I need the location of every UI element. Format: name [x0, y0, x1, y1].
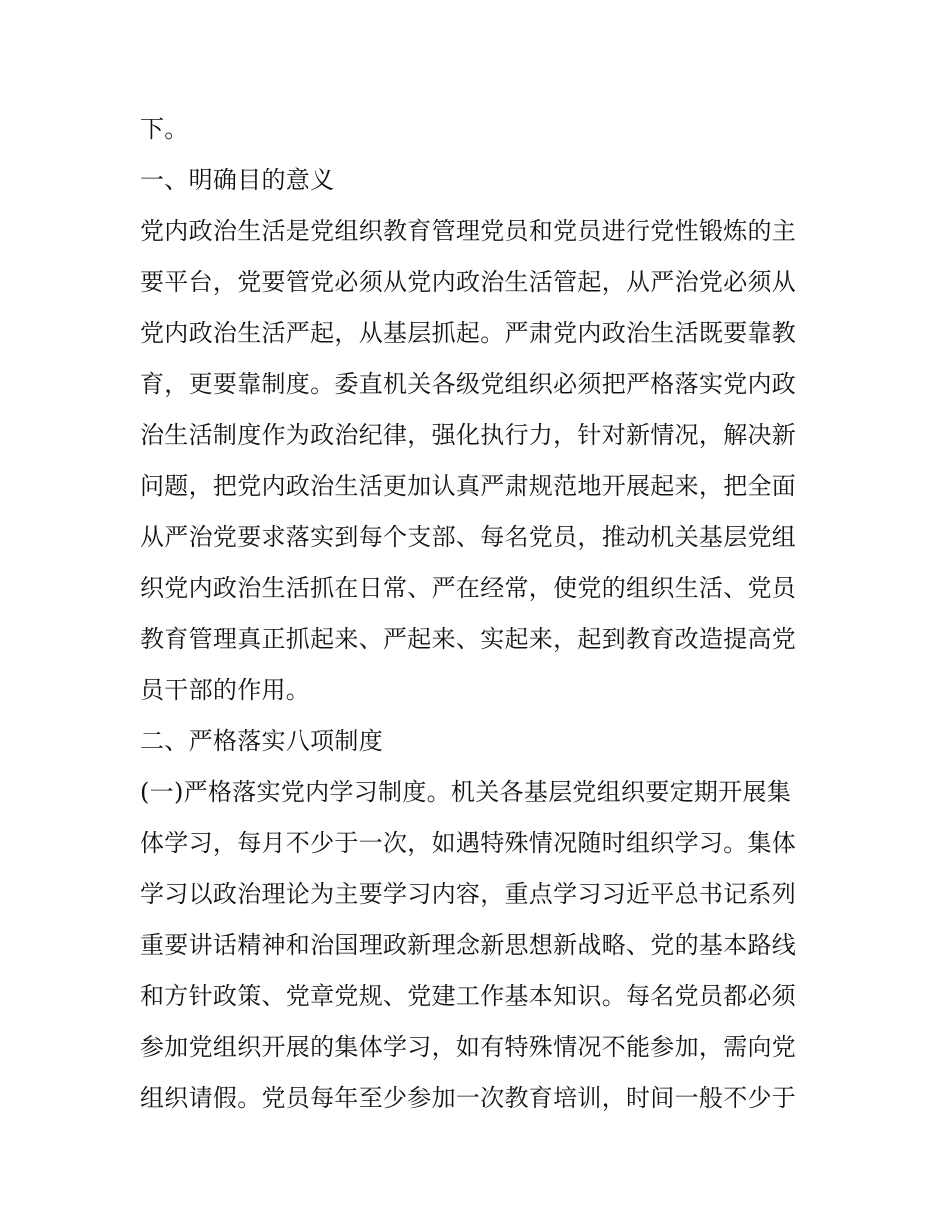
document-body — [140, 104, 820, 1124]
text-line: 下。 — [140, 115, 189, 143]
text-line: 党内政治生活是党组织教育管理党员和党员进行党性锻炼的主 — [140, 217, 797, 245]
text-line: 从严治党要求落实到每个支部、每名党员，推动机关基层党组 — [140, 523, 797, 551]
text-line: 参加党组织开展的集体学习，如有特殊情况不能参加，需向党 — [140, 1033, 797, 1061]
text-line: 员干部的作用。 — [140, 676, 311, 704]
section-heading: 二、严格落实八项制度 — [140, 727, 383, 755]
text-line: 教育管理真正抓起来、严起来、实起来，起到教育改造提高党 — [140, 625, 797, 653]
text-line: 和方针政策、党章党规、党建工作基本知识。每名党员都必须 — [140, 982, 797, 1010]
text-line: 重要讲话精神和治国理政新理念新思想新战略、党的基本路线 — [140, 931, 797, 959]
text-line: 问题，把党内政治生活更加认真严肃规范地开展起来，把全面 — [140, 472, 797, 500]
text-line: 织党内政治生活抓在日常、严在经常，使党的组织生活、党员 — [140, 574, 797, 602]
text-line: (一)严格落实党内学习制度。机关各基层党组织要定期开展集 — [140, 778, 792, 806]
text-line: 要平台，党要管党必须从党内政治生活管起，从严治党必须从 — [140, 268, 797, 296]
text-line: 党内政治生活严起，从基层抓起。严肃党内政治生活既要靠教 — [140, 319, 797, 347]
text-line: 体学习，每月不少于一次，如遇特殊情况随时组织学习。集体 — [140, 829, 797, 857]
text-line: 治生活制度作为政治纪律，强化执行力，针对新情况，解决新 — [140, 421, 797, 449]
section-heading: 一、明确目的意义 — [140, 166, 335, 194]
text-line: 组织请假。党员每年至少参加一次教育培训，时间一般不少于 — [140, 1084, 797, 1112]
text-line: 育，更要靠制度。委直机关各级党组织必须把严格落实党内政 — [140, 370, 797, 398]
text-line: 学习以政治理论为主要学习内容，重点学习习近平总书记系列 — [140, 880, 797, 908]
